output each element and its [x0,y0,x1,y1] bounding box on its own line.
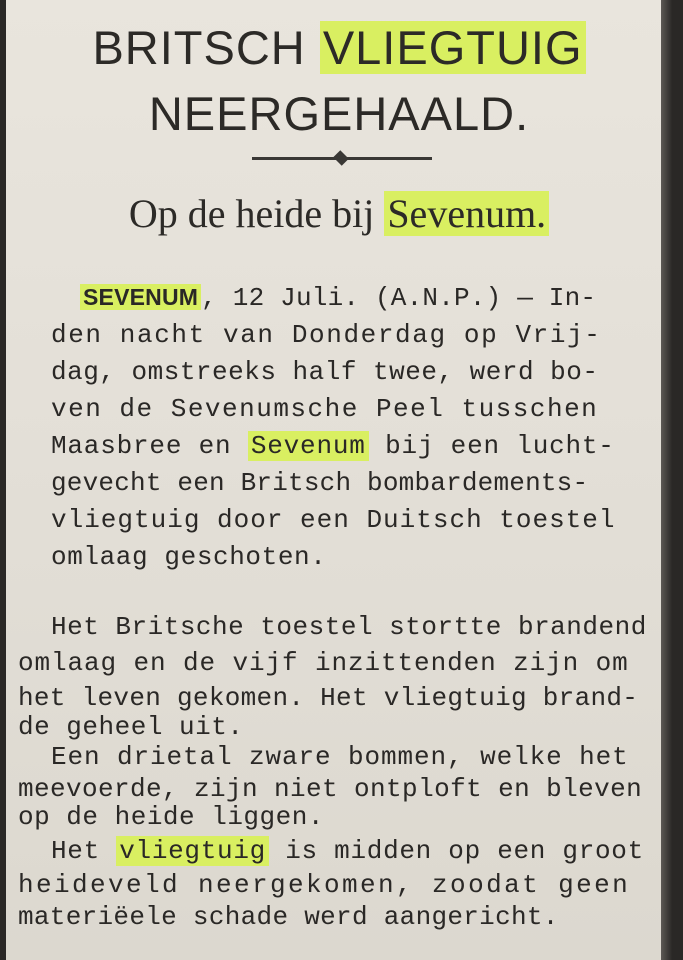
newspaper-clipping [6,0,672,960]
subheadline-text: Op de heide bij [128,191,385,236]
article-line: Het Britsche toestel stortte brandend [51,612,647,642]
dateline-rest: , 12 Juli. (A.N.P.) — In- [201,283,597,313]
article-text: Maasbree en [51,431,248,461]
article-line: het leven gekomen. Het vliegtuig brand- [18,683,639,713]
page-edge-shadow [661,0,672,960]
article-line: omlaag en de vijf inzittenden zijn om [18,648,629,678]
article-line: den nacht van Donderdag op Vrij- [51,320,602,350]
highlighted-word: Sevenum. [384,191,549,236]
article-line: omlaag geschoten. [51,542,327,572]
highlighted-word: VLIEGTUIG [320,21,586,74]
highlighted-word: Sevenum [248,431,369,461]
headline-line-1 [6,20,672,75]
divider-ornament [333,150,349,166]
article-line: Een drietal zware bommen, welke het [51,742,629,772]
article-line: heideveld neergekomen, zoodat geen [18,870,631,900]
highlighted-word: vliegtuig [116,836,269,866]
article-line: meevoerde, zijn niet ontploft en bleven [18,774,643,804]
article-text: is midden op een groot [268,836,644,866]
article-line [51,836,644,866]
dateline-city: SEVENUM [80,284,201,310]
article-line [51,431,615,461]
article-line [80,282,596,313]
article-line: gevecht een Britsch bombardements- [51,468,589,498]
article-text: bij een lucht- [368,431,615,461]
article-text: Het [51,836,117,866]
headline-text: BRITSCH [92,21,320,74]
article-line: de geheel uit. [18,712,244,742]
subheadline [6,190,672,237]
headline-line-2: NEERGEHAALD. [148,87,530,140]
article-line: ven de Sevenumsche Peel tusschen [51,394,599,424]
article-line: dag, omstreeks half twee, werd bo- [51,357,599,387]
article-line: op de heide liggen. [18,802,324,832]
article-line: materiëele schade werd aangericht. [18,902,559,932]
article-line: vliegtuig door een Duitsch toestel [51,505,616,535]
